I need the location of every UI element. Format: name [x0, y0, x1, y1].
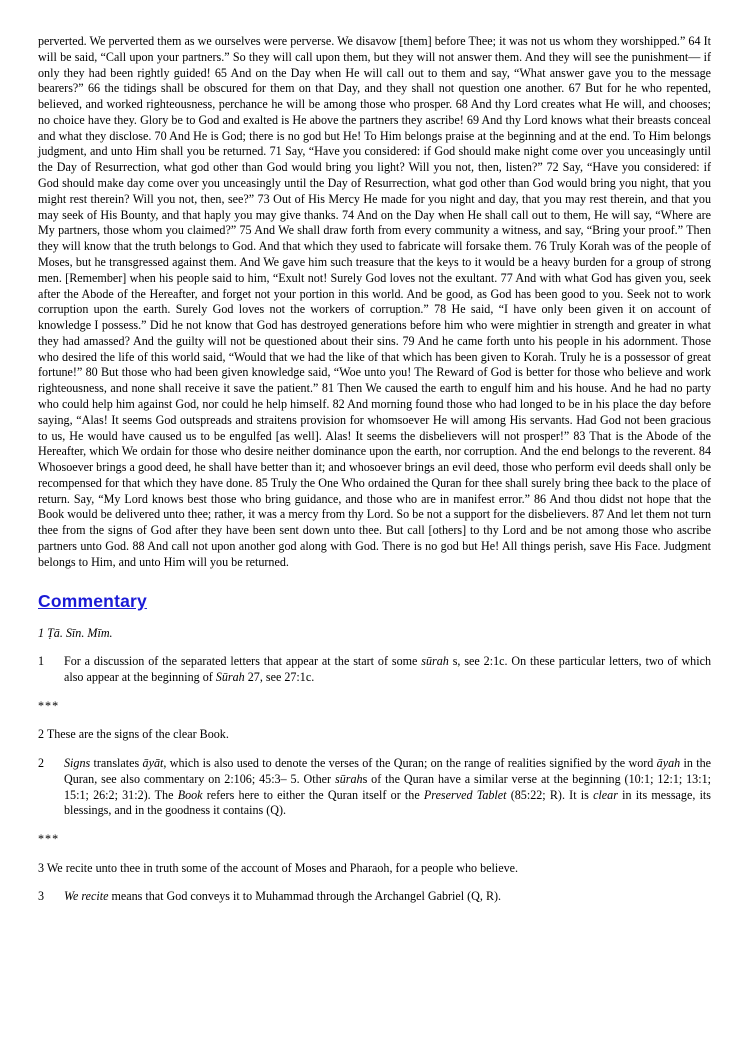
note-number: 2	[38, 756, 45, 771]
verse-lemma: 1 Ṭā. Sīn. Mīm.	[38, 625, 113, 640]
commentary-note	[38, 756, 711, 819]
commentary-heading: Commentary	[38, 590, 147, 611]
note-body: For a discussion of the separated letters that appear at the start of some sūrah s, see 2:1c. On these particular letters, two of which also appear at the beginning of Sūrah 27, see 27:1c.	[64, 654, 711, 685]
verse-lemma: 2 These are the signs of the clear Book.	[38, 727, 229, 742]
note-body: We recite means that God conveys it to Muhammad through the Archangel Gabriel (Q, R).	[64, 889, 502, 904]
commentary-note	[38, 889, 711, 905]
note-number: 3	[38, 889, 45, 904]
commentary-note	[38, 654, 711, 686]
translation-paragraph: perverted. We perverted them as we ourselves were perverse. We disavow [them] before Thee; it was not us whom they worshipped.” 64 It will be said, “Call upon your partners.” So they will call upon them, but they will not answer them. And they will see the punishment— if only they had been rightly guided! 65 And on the Day when He will call out to them and say, “What answer gave you to the message bearers?” 66 the tidings shall be obscured for them on that Day, and they shall not question one another. 67 But for he who repented, believed, and worked righteousness, perchance he will be among those who prosper. 68 And thy Lord creates what He will, and chooses; no choice have they. Glory be to God and exalted is He above the partners they ascribe! 69 And thy Lord knows what their breasts conceal and what they disclose. 70 And He is God; there is no god but He! To Him belongs praise at the beginning and at the end. To Him belongs judgment, and unto Him shall you be returned. 71 Say, “Have you considered: if God should make night come over you unceasingly until the Day of Resurrection, what god other than God would bring you light? Will you not, then, listen?” 72 Say, “Have you considered: if God should make day come over you unceasingly until the Day of Resurrection, what god other than God would bring you night, that you might rest therein? Will you not, then, see?” 73 Out of His Mercy He made for you night and day, that you may rest therein, and that you may seek of His Bounty, and that haply you may give thanks. 74 And on the Day when He shall call out to them, He will say, “Where are My partners, those whom you claimed?” 75 And We shall draw forth from every community a witness, and say, “Bring your proof.” Then they will know that the truth belongs to God. And that which they used to fabricate will forsake them. 76 Truly Korah was of the people of Moses, but he transgressed against them. And We gave him such treasure that the keys to it would be a heavy burden for a group of strong men. [Remember] when his people said to him, “Exult not! Surely God loves not the exultant. 77 And with what God has given you, seek after the Abode of the Hereafter, and forget not your portion in this world. And be good, as God has been good to you. Seek not to work corruption upon the earth. Surely God loves not the workers of corruption.” 78 He said, “I have only been given it on account of knowledge I possess.” Did he not know that God has destroyed generations before him who were mightier in strength and greater in what they had amassed? And the guilty will not be questioned about their sins. 79 And he came forth unto his people in his adornment. Those who desired the life of this world said, “Would that we had the like of that which has been given to Korah. Truly he is a possessor of great fortune!” 80 But those who had been given knowledge said, “Woe unto you! The Reward of God is better for those who believe and work righteousness, and none shall receive it save the patient.” 81 Then We caused the earth to engulf him and his house. And he had no party who could help him against God, nor could he help himself. 82 And morning found those who had longed to be in his place the day before saying, “Alas! It seems God outspreads and straitens provision for whomsoever He will among His servants. Had God not been gracious to us, He would have caused us to be engulfed [as well]. Alas! It seems the disbelievers will not prosper!” 83 That is the Abode of the Hereafter, which We ordain for those who desire neither dominance upon the earth, nor corruption. And the end belongs to the reverent. 84 Whosoever brings a good deed, he shall have better than it; and whosoever brings an evil deed, those who perform evil deeds shall only be recompensed for that which they have done. 85 Truly the One Who ordained the Quran for thee shall surely bring thee back to the place of return. Say, “My Lord knows best those who bring guidance, and those who are in manifest error.” 86 And thou didst not hope that the Book would be delivered unto thee; rather, it was a mercy from thy Lord. So be not a support for the disbelievers. 87 And let them not turn thee from the signs of God after they have been sent down unto thee. But call [others] to thy Lord and be not among those who ascribe partners unto God. 88 And call not upon another god along with God. There is no god but He! All things perish, save His Face. Judgment belongs to Him, and unto Him will you be returned.	[38, 34, 711, 569]
note-number: 1	[38, 654, 45, 669]
verse-lemma: 3 We recite unto thee in truth some of the account of Moses and Pharaoh, for a people who believe.	[38, 860, 519, 875]
section-divider: ***	[38, 832, 60, 847]
note-body: Signs translates āyāt, which is also used to denote the verses of the Quran; on the range of realities signified by the word āyah in the Quran, see also commentary on 2:106; 45:3– 5. Other sūrahs of the Quran have a similar verse at the beginning (10:1; 12:1; 13:1; 15:1; 26:2; 31:2). The Book refers here to either the Quran itself or the Preserved Tablet (85:22; R). It is clear in its message, its blessings, and in the goodness it contains (Q).	[64, 756, 712, 818]
section-divider: ***	[38, 698, 60, 713]
